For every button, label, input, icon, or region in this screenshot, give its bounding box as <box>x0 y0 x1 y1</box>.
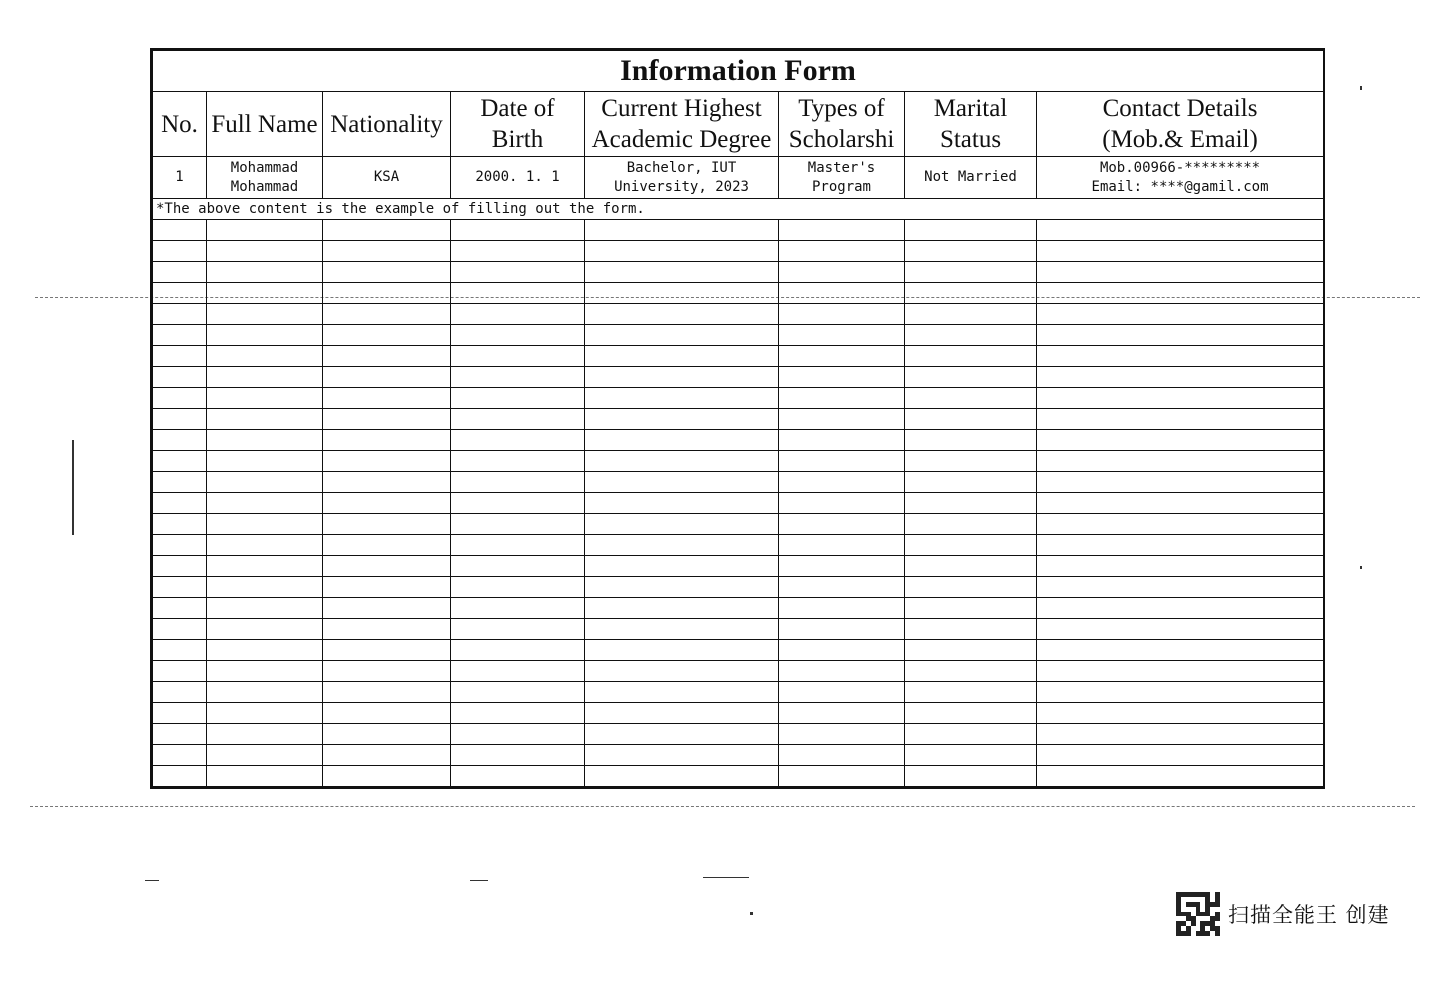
blank-full-name-cell <box>207 682 323 703</box>
blank-degree-cell <box>585 661 779 682</box>
information-form <box>150 48 1325 789</box>
blank-date-of-birth-cell <box>451 472 585 493</box>
blank-date-of-birth-cell <box>451 325 585 346</box>
blank-date-of-birth-cell <box>451 535 585 556</box>
blank-degree-cell <box>585 640 779 661</box>
blank-full-name-cell <box>207 304 323 325</box>
blank-marital-status-cell <box>905 640 1037 661</box>
blank-nationality-cell <box>323 472 451 493</box>
scan-speck <box>470 880 488 881</box>
blank-contact-cell <box>1037 493 1324 514</box>
blank-nationality-cell <box>323 535 451 556</box>
blank-row <box>153 472 1324 493</box>
blank-full-name-cell <box>207 409 323 430</box>
blank-no-cell <box>153 409 207 430</box>
blank-full-name-cell <box>207 346 323 367</box>
blank-contact-cell <box>1037 367 1324 388</box>
blank-no-cell <box>153 388 207 409</box>
blank-row <box>153 766 1324 787</box>
header-nationality: Nationality <box>323 92 451 157</box>
example-no: 1 <box>153 157 207 199</box>
blank-no-cell <box>153 724 207 745</box>
example-scholarship: Master's Program <box>779 157 905 199</box>
blank-full-name-cell <box>207 388 323 409</box>
blank-scholarship-cell <box>779 346 905 367</box>
header-academic-degree: Current Highest Academic Degree <box>585 92 779 157</box>
blank-degree-cell <box>585 598 779 619</box>
blank-degree-cell <box>585 262 779 283</box>
blank-date-of-birth-cell <box>451 430 585 451</box>
blank-date-of-birth-cell <box>451 304 585 325</box>
blank-full-name-cell <box>207 577 323 598</box>
scan-speck <box>1360 86 1362 90</box>
blank-degree-cell <box>585 682 779 703</box>
blank-nationality-cell <box>323 241 451 262</box>
blank-scholarship-cell <box>779 430 905 451</box>
blank-contact-cell <box>1037 535 1324 556</box>
blank-full-name-cell <box>207 430 323 451</box>
blank-nationality-cell <box>323 556 451 577</box>
blank-nationality-cell <box>323 409 451 430</box>
blank-contact-cell <box>1037 598 1324 619</box>
blank-row <box>153 283 1324 304</box>
example-note: *The above content is the example of filling out the form. <box>153 199 1324 220</box>
blank-row <box>153 493 1324 514</box>
blank-contact-cell <box>1037 556 1324 577</box>
blank-no-cell <box>153 745 207 766</box>
blank-scholarship-cell <box>779 598 905 619</box>
blank-date-of-birth-cell <box>451 556 585 577</box>
blank-row <box>153 409 1324 430</box>
blank-no-cell <box>153 535 207 556</box>
blank-row <box>153 430 1324 451</box>
blank-marital-status-cell <box>905 451 1037 472</box>
blank-no-cell <box>153 598 207 619</box>
blank-contact-cell <box>1037 304 1324 325</box>
blank-date-of-birth-cell <box>451 619 585 640</box>
blank-no-cell <box>153 640 207 661</box>
blank-scholarship-cell <box>779 472 905 493</box>
blank-row <box>153 745 1324 766</box>
blank-marital-status-cell <box>905 619 1037 640</box>
blank-full-name-cell <box>207 283 323 304</box>
blank-no-cell <box>153 493 207 514</box>
watermark-text: 扫描全能王 创建 <box>1228 903 1390 927</box>
form-title: Information Form <box>153 51 1324 92</box>
blank-marital-status-cell <box>905 703 1037 724</box>
blank-date-of-birth-cell <box>451 577 585 598</box>
blank-row <box>153 682 1324 703</box>
example-marital-status: Not Married <box>905 157 1037 199</box>
scan-speck <box>1360 566 1362 569</box>
blank-row <box>153 556 1324 577</box>
qr-code-icon <box>1176 892 1220 936</box>
blank-nationality-cell <box>323 430 451 451</box>
blank-no-cell <box>153 577 207 598</box>
blank-degree-cell <box>585 703 779 724</box>
blank-marital-status-cell <box>905 283 1037 304</box>
blank-scholarship-cell <box>779 367 905 388</box>
blank-marital-status-cell <box>905 724 1037 745</box>
blank-degree-cell <box>585 388 779 409</box>
header-date-of-birth: Date of Birth <box>451 92 585 157</box>
blank-full-name-cell <box>207 661 323 682</box>
blank-row <box>153 241 1324 262</box>
blank-nationality-cell <box>323 493 451 514</box>
blank-scholarship-cell <box>779 745 905 766</box>
blank-full-name-cell <box>207 451 323 472</box>
blank-degree-cell <box>585 430 779 451</box>
blank-scholarship-cell <box>779 703 905 724</box>
blank-degree-cell <box>585 556 779 577</box>
blank-full-name-cell <box>207 766 323 787</box>
blank-row <box>153 598 1324 619</box>
blank-contact-cell <box>1037 241 1324 262</box>
header-row <box>153 92 1324 157</box>
blank-date-of-birth-cell <box>451 451 585 472</box>
blank-marital-status-cell <box>905 220 1037 241</box>
blank-no-cell <box>153 661 207 682</box>
blank-nationality-cell <box>323 619 451 640</box>
blank-degree-cell <box>585 325 779 346</box>
example-date-of-birth: 2000. 1. 1 <box>451 157 585 199</box>
blank-contact-cell <box>1037 262 1324 283</box>
blank-contact-cell <box>1037 766 1324 787</box>
blank-date-of-birth-cell <box>451 598 585 619</box>
blank-contact-cell <box>1037 640 1324 661</box>
blank-contact-cell <box>1037 325 1324 346</box>
blank-row <box>153 661 1324 682</box>
example-contact: Mob.00966-********* Email: ****@gamil.com <box>1037 157 1324 199</box>
note-row <box>153 199 1324 220</box>
blank-nationality-cell <box>323 367 451 388</box>
blank-nationality-cell <box>323 451 451 472</box>
blank-degree-cell <box>585 304 779 325</box>
blank-row <box>153 619 1324 640</box>
blank-scholarship-cell <box>779 493 905 514</box>
example-nationality: KSA <box>323 157 451 199</box>
blank-scholarship-cell <box>779 724 905 745</box>
blank-no-cell <box>153 262 207 283</box>
blank-marital-status-cell <box>905 745 1037 766</box>
blank-degree-cell <box>585 766 779 787</box>
blank-no-cell <box>153 367 207 388</box>
blank-nationality-cell <box>323 577 451 598</box>
blank-row <box>153 535 1324 556</box>
blank-full-name-cell <box>207 556 323 577</box>
blank-nationality-cell <box>323 640 451 661</box>
blank-degree-cell <box>585 745 779 766</box>
scan-artifact-line <box>30 806 1415 807</box>
blank-marital-status-cell <box>905 430 1037 451</box>
blank-scholarship-cell <box>779 661 905 682</box>
blank-row <box>153 703 1324 724</box>
blank-no-cell <box>153 451 207 472</box>
blank-row <box>153 724 1324 745</box>
blank-contact-cell <box>1037 661 1324 682</box>
blank-contact-cell <box>1037 220 1324 241</box>
header-scholarship-type: Types of Scholarshi <box>779 92 905 157</box>
blank-date-of-birth-cell <box>451 241 585 262</box>
blank-date-of-birth-cell <box>451 262 585 283</box>
blank-row <box>153 451 1324 472</box>
blank-contact-cell <box>1037 619 1324 640</box>
blank-no-cell <box>153 472 207 493</box>
blank-contact-cell <box>1037 703 1324 724</box>
blank-scholarship-cell <box>779 241 905 262</box>
blank-degree-cell <box>585 409 779 430</box>
blank-marital-status-cell <box>905 346 1037 367</box>
blank-scholarship-cell <box>779 325 905 346</box>
blank-no-cell <box>153 346 207 367</box>
blank-nationality-cell <box>323 325 451 346</box>
blank-date-of-birth-cell <box>451 724 585 745</box>
blank-marital-status-cell <box>905 388 1037 409</box>
blank-no-cell <box>153 283 207 304</box>
scan-speck <box>703 877 749 878</box>
blank-scholarship-cell <box>779 451 905 472</box>
blank-row <box>153 640 1324 661</box>
blank-marital-status-cell <box>905 766 1037 787</box>
blank-scholarship-cell <box>779 619 905 640</box>
blank-marital-status-cell <box>905 493 1037 514</box>
blank-nationality-cell <box>323 388 451 409</box>
blank-marital-status-cell <box>905 682 1037 703</box>
blank-row <box>153 262 1324 283</box>
blank-degree-cell <box>585 724 779 745</box>
blank-scholarship-cell <box>779 262 905 283</box>
blank-nationality-cell <box>323 703 451 724</box>
example-degree: Bachelor, IUT University, 2023 <box>585 157 779 199</box>
blank-row <box>153 304 1324 325</box>
blank-nationality-cell <box>323 283 451 304</box>
blank-contact-cell <box>1037 388 1324 409</box>
blank-nationality-cell <box>323 304 451 325</box>
blank-marital-status-cell <box>905 556 1037 577</box>
blank-degree-cell <box>585 283 779 304</box>
blank-marital-status-cell <box>905 598 1037 619</box>
blank-date-of-birth-cell <box>451 766 585 787</box>
header-marital-status: Marital Status <box>905 92 1037 157</box>
blank-date-of-birth-cell <box>451 640 585 661</box>
blank-nationality-cell <box>323 724 451 745</box>
blank-no-cell <box>153 766 207 787</box>
blank-row <box>153 514 1324 535</box>
blank-contact-cell <box>1037 346 1324 367</box>
blank-degree-cell <box>585 535 779 556</box>
blank-marital-status-cell <box>905 535 1037 556</box>
blank-full-name-cell <box>207 472 323 493</box>
blank-date-of-birth-cell <box>451 703 585 724</box>
blank-nationality-cell <box>323 514 451 535</box>
blank-rows <box>153 220 1324 787</box>
blank-date-of-birth-cell <box>451 388 585 409</box>
blank-scholarship-cell <box>779 766 905 787</box>
header-contact-details: Contact Details (Mob.& Email) <box>1037 92 1324 157</box>
blank-marital-status-cell <box>905 367 1037 388</box>
blank-no-cell <box>153 304 207 325</box>
blank-contact-cell <box>1037 514 1324 535</box>
scan-speck <box>145 880 159 881</box>
blank-contact-cell <box>1037 472 1324 493</box>
blank-date-of-birth-cell <box>451 409 585 430</box>
blank-row <box>153 367 1324 388</box>
blank-nationality-cell <box>323 220 451 241</box>
blank-full-name-cell <box>207 220 323 241</box>
blank-date-of-birth-cell <box>451 661 585 682</box>
blank-marital-status-cell <box>905 577 1037 598</box>
blank-degree-cell <box>585 514 779 535</box>
blank-date-of-birth-cell <box>451 682 585 703</box>
scan-speck <box>72 440 74 535</box>
blank-scholarship-cell <box>779 556 905 577</box>
header-full-name: Full Name <box>207 92 323 157</box>
blank-scholarship-cell <box>779 304 905 325</box>
blank-contact-cell <box>1037 745 1324 766</box>
blank-row <box>153 220 1324 241</box>
blank-date-of-birth-cell <box>451 514 585 535</box>
blank-scholarship-cell <box>779 514 905 535</box>
example-row <box>153 157 1324 199</box>
blank-degree-cell <box>585 346 779 367</box>
blank-no-cell <box>153 703 207 724</box>
header-no: No. <box>153 92 207 157</box>
blank-scholarship-cell <box>779 682 905 703</box>
blank-contact-cell <box>1037 409 1324 430</box>
blank-no-cell <box>153 682 207 703</box>
blank-full-name-cell <box>207 745 323 766</box>
blank-degree-cell <box>585 220 779 241</box>
blank-no-cell <box>153 220 207 241</box>
blank-row <box>153 577 1324 598</box>
blank-scholarship-cell <box>779 388 905 409</box>
blank-date-of-birth-cell <box>451 745 585 766</box>
blank-row <box>153 325 1324 346</box>
blank-contact-cell <box>1037 682 1324 703</box>
blank-full-name-cell <box>207 619 323 640</box>
blank-full-name-cell <box>207 598 323 619</box>
blank-full-name-cell <box>207 640 323 661</box>
blank-contact-cell <box>1037 430 1324 451</box>
blank-full-name-cell <box>207 724 323 745</box>
blank-degree-cell <box>585 367 779 388</box>
blank-marital-status-cell <box>905 409 1037 430</box>
blank-contact-cell <box>1037 283 1324 304</box>
blank-date-of-birth-cell <box>451 367 585 388</box>
example-full-name: Mohammad Mohammad <box>207 157 323 199</box>
information-table <box>152 50 1324 787</box>
blank-nationality-cell <box>323 262 451 283</box>
blank-nationality-cell <box>323 661 451 682</box>
blank-full-name-cell <box>207 514 323 535</box>
blank-degree-cell <box>585 577 779 598</box>
blank-scholarship-cell <box>779 409 905 430</box>
blank-marital-status-cell <box>905 472 1037 493</box>
blank-scholarship-cell <box>779 577 905 598</box>
blank-nationality-cell <box>323 766 451 787</box>
blank-row <box>153 346 1324 367</box>
blank-nationality-cell <box>323 745 451 766</box>
blank-nationality-cell <box>323 346 451 367</box>
blank-marital-status-cell <box>905 325 1037 346</box>
blank-no-cell <box>153 619 207 640</box>
blank-date-of-birth-cell <box>451 493 585 514</box>
blank-scholarship-cell <box>779 220 905 241</box>
blank-degree-cell <box>585 472 779 493</box>
blank-full-name-cell <box>207 493 323 514</box>
blank-full-name-cell <box>207 535 323 556</box>
blank-marital-status-cell <box>905 241 1037 262</box>
blank-no-cell <box>153 514 207 535</box>
blank-date-of-birth-cell <box>451 283 585 304</box>
blank-degree-cell <box>585 241 779 262</box>
blank-scholarship-cell <box>779 283 905 304</box>
blank-full-name-cell <box>207 241 323 262</box>
blank-marital-status-cell <box>905 661 1037 682</box>
blank-contact-cell <box>1037 451 1324 472</box>
blank-nationality-cell <box>323 682 451 703</box>
blank-degree-cell <box>585 493 779 514</box>
blank-contact-cell <box>1037 724 1324 745</box>
blank-full-name-cell <box>207 367 323 388</box>
scan-speck <box>750 912 753 915</box>
blank-date-of-birth-cell <box>451 220 585 241</box>
blank-scholarship-cell <box>779 535 905 556</box>
blank-marital-status-cell <box>905 262 1037 283</box>
blank-marital-status-cell <box>905 304 1037 325</box>
blank-no-cell <box>153 556 207 577</box>
blank-degree-cell <box>585 451 779 472</box>
blank-full-name-cell <box>207 262 323 283</box>
blank-contact-cell <box>1037 577 1324 598</box>
blank-scholarship-cell <box>779 640 905 661</box>
blank-date-of-birth-cell <box>451 346 585 367</box>
blank-marital-status-cell <box>905 514 1037 535</box>
blank-row <box>153 388 1324 409</box>
scanner-watermark <box>1176 891 1390 937</box>
blank-full-name-cell <box>207 325 323 346</box>
blank-no-cell <box>153 241 207 262</box>
blank-degree-cell <box>585 619 779 640</box>
blank-no-cell <box>153 430 207 451</box>
blank-full-name-cell <box>207 703 323 724</box>
blank-no-cell <box>153 325 207 346</box>
blank-nationality-cell <box>323 598 451 619</box>
